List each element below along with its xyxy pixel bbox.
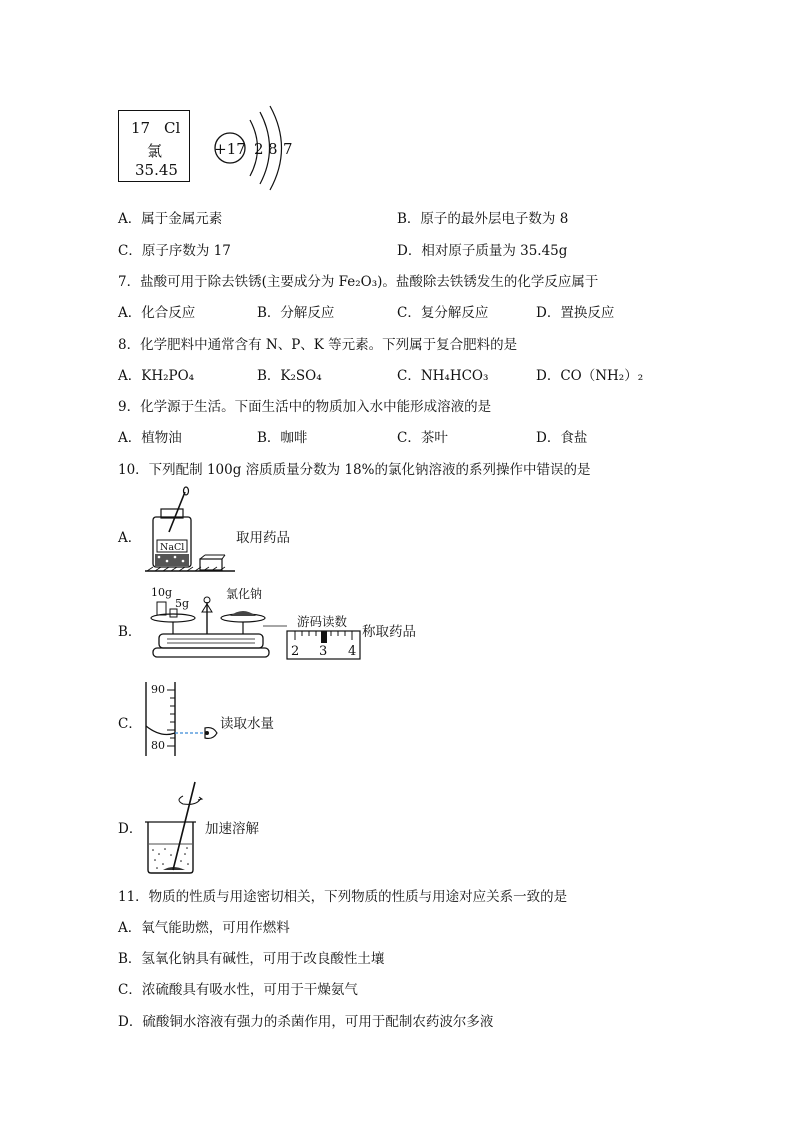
rider-tick-2: 2 [291, 644, 300, 659]
q8-option-c: C．NH₄HCO₃ [397, 368, 489, 384]
q6-option-a: A．属于金属元素 [118, 211, 223, 227]
q10-option-b-text: 称取药品 [362, 624, 416, 640]
bottle-label: NaCl [160, 542, 185, 553]
q9-option-a: A．植物油 [118, 430, 182, 446]
q11-option-b: B．氢氧化钠具有碱性，可用于改良酸性土壤 [118, 951, 385, 967]
q8-stem: 8．化学肥料中通常含有 N、P、K 等元素。下列属于复合肥料的是 [118, 337, 518, 353]
q9-stem: 9．化学源于生活。下面生活中的物质加入水中能形成溶液的是 [118, 399, 492, 415]
shell-2-count: 8 [268, 140, 278, 158]
q7-option-d: D．置换反应 [536, 305, 615, 321]
rider-tick-4: 4 [348, 644, 357, 659]
element-name: 氯 [147, 142, 163, 160]
atomic-mass: 35.45 [135, 161, 178, 179]
q9-option-b: B．咖啡 [257, 430, 308, 446]
q10-option-a-label: A． [118, 530, 142, 546]
nucleus-charge: +17 [214, 140, 246, 158]
scale-90: 90 [151, 683, 165, 696]
q7-option-b: B．分解反应 [257, 305, 335, 321]
weight-10g-label: 10g [151, 586, 173, 599]
q9-option-c: C．茶叶 [397, 430, 448, 446]
element-symbol: Cl [164, 119, 181, 137]
beaker-stirring-figure [143, 778, 213, 876]
q10-option-a-text: 取用药品 [236, 530, 290, 546]
q8-option-b: B．K₂SO₄ [257, 368, 322, 384]
q10-stem: 10．下列配制 100g 溶质质量分数为 18%的氯化钠溶液的系列操作中错误的是 [118, 462, 591, 478]
q9-option-d: D．食盐 [536, 430, 588, 446]
q6-option-b: B．原子的最外层电子数为 8 [397, 211, 569, 227]
rider-tick-3: 3 [319, 644, 328, 659]
rider-reading-label: 游码读数 [297, 614, 348, 629]
q11-stem: 11．物质的性质与用途密切相关，下列物质的性质与用途对应关系一致的是 [118, 889, 568, 905]
q10-option-c-text: 读取水量 [220, 716, 274, 732]
q7-option-c: C．复分解反应 [397, 305, 489, 321]
q11-option-c: C．浓硫酸具有吸水性，可用于干燥氨气 [118, 982, 358, 998]
q10-option-d-label: D． [118, 821, 143, 837]
element-card [118, 110, 190, 182]
q10-option-c-label: C． [118, 716, 142, 732]
q6-option-d: D．相对原子质量为 35.45g [397, 243, 568, 259]
q10-option-b-label: B． [118, 624, 142, 640]
weight-5g-label: 5g [175, 597, 190, 610]
q6-option-c: C．原子序数为 17 [118, 243, 231, 259]
atom-structure-diagram [205, 100, 305, 195]
atomic-number: 17 [131, 119, 151, 137]
q8-option-a: A．KH₂PO₄ [118, 368, 195, 384]
q11-option-a: A．氧气能助燃，可用作燃料 [118, 920, 290, 936]
balance-figure [145, 582, 375, 667]
q7-option-a: A．化合反应 [118, 305, 196, 321]
q10-option-d-text: 加速溶解 [205, 821, 259, 837]
nacl-label: 氯化钠 [226, 587, 263, 601]
reagent-bottle-figure [145, 487, 240, 577]
shell-3-count: 7 [283, 140, 293, 158]
scale-80: 80 [151, 739, 165, 752]
q7-stem: 7．盐酸可用于除去铁锈(主要成分为 Fe₂O₃)。盐酸除去铁锈发生的化学反应属于 [118, 274, 599, 290]
shell-1-count: 2 [254, 140, 264, 158]
q8-option-d: D．CO（NH₂）₂ [536, 368, 644, 384]
q11-option-d: D．硫酸铜水溶液有强力的杀菌作用，可用于配制农药波尔多液 [118, 1014, 494, 1030]
